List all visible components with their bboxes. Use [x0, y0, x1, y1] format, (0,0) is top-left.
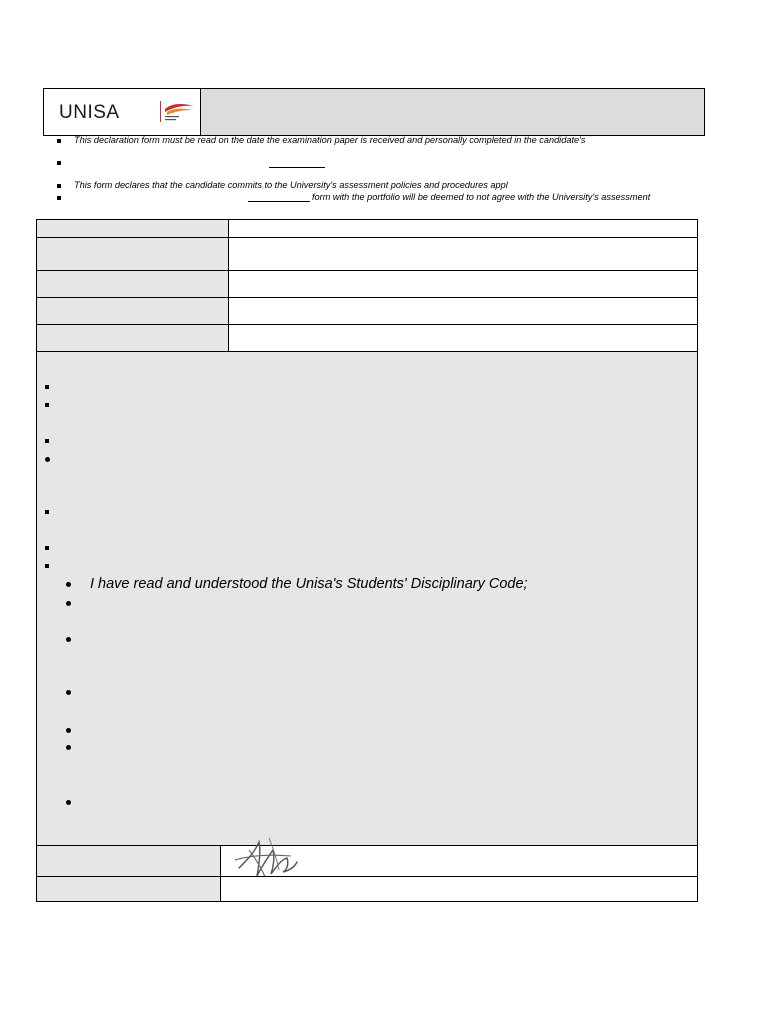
declaration-panel	[36, 351, 698, 846]
form-header	[43, 88, 705, 136]
details-row-4	[36, 297, 698, 325]
bullet-square	[57, 139, 61, 143]
details-label	[37, 325, 229, 351]
date-row	[36, 876, 698, 902]
signature-row	[36, 845, 698, 877]
details-field[interactable]	[229, 298, 697, 324]
bullet-square	[45, 510, 49, 514]
bullet-dot	[66, 690, 71, 695]
instruction-line-1: This declaration form must be read on the date the examination paper is received and personally completed in the candidate's	[74, 135, 586, 145]
bullet-square	[57, 196, 61, 200]
details-field[interactable]	[229, 271, 697, 297]
instruction-line-3: This form declares that the candidate commits to the University's assessment policies and procedures appl	[74, 180, 508, 190]
bullet-dot	[66, 637, 71, 642]
logo-flame-icon	[164, 101, 196, 123]
bullet-square	[45, 403, 49, 407]
logo-wordmark: UNISA	[59, 102, 120, 123]
details-label	[37, 298, 229, 324]
bullet-square	[45, 546, 49, 550]
details-label	[37, 271, 229, 297]
blank-underline	[248, 201, 310, 202]
bullet-dot	[66, 601, 71, 606]
bullet-dot	[66, 745, 71, 750]
details-label	[37, 220, 229, 237]
details-field[interactable]	[229, 325, 697, 351]
bullet-dot	[66, 800, 71, 805]
details-row-3	[36, 270, 698, 298]
bullet-dot	[45, 457, 50, 462]
details-row-5	[36, 324, 698, 352]
bullet-square	[57, 161, 61, 165]
signature-label	[37, 846, 221, 876]
blank-underline	[269, 167, 325, 168]
logo-separator	[160, 101, 161, 122]
details-field[interactable]	[229, 238, 697, 270]
bullet-square	[45, 564, 49, 568]
bullet-square	[45, 439, 49, 443]
bullet-dot	[66, 582, 71, 587]
bullet-square	[57, 184, 61, 188]
date-label	[37, 877, 221, 901]
date-field[interactable]	[221, 877, 697, 901]
unisa-logo	[44, 89, 201, 135]
bullet-square	[45, 385, 49, 389]
declaration-statement-1: I have read and understood the Unisa's Students' Disciplinary Code;	[90, 576, 528, 592]
details-row-2	[36, 237, 698, 271]
form-title-area	[201, 89, 704, 135]
details-label	[37, 238, 229, 270]
details-row-1	[36, 219, 698, 238]
bullet-dot	[66, 728, 71, 733]
details-field[interactable]	[229, 220, 697, 237]
signature-field[interactable]	[221, 846, 697, 876]
instruction-line-4: form with the portfolio will be deemed to not agree with the University's assessment	[312, 192, 651, 202]
